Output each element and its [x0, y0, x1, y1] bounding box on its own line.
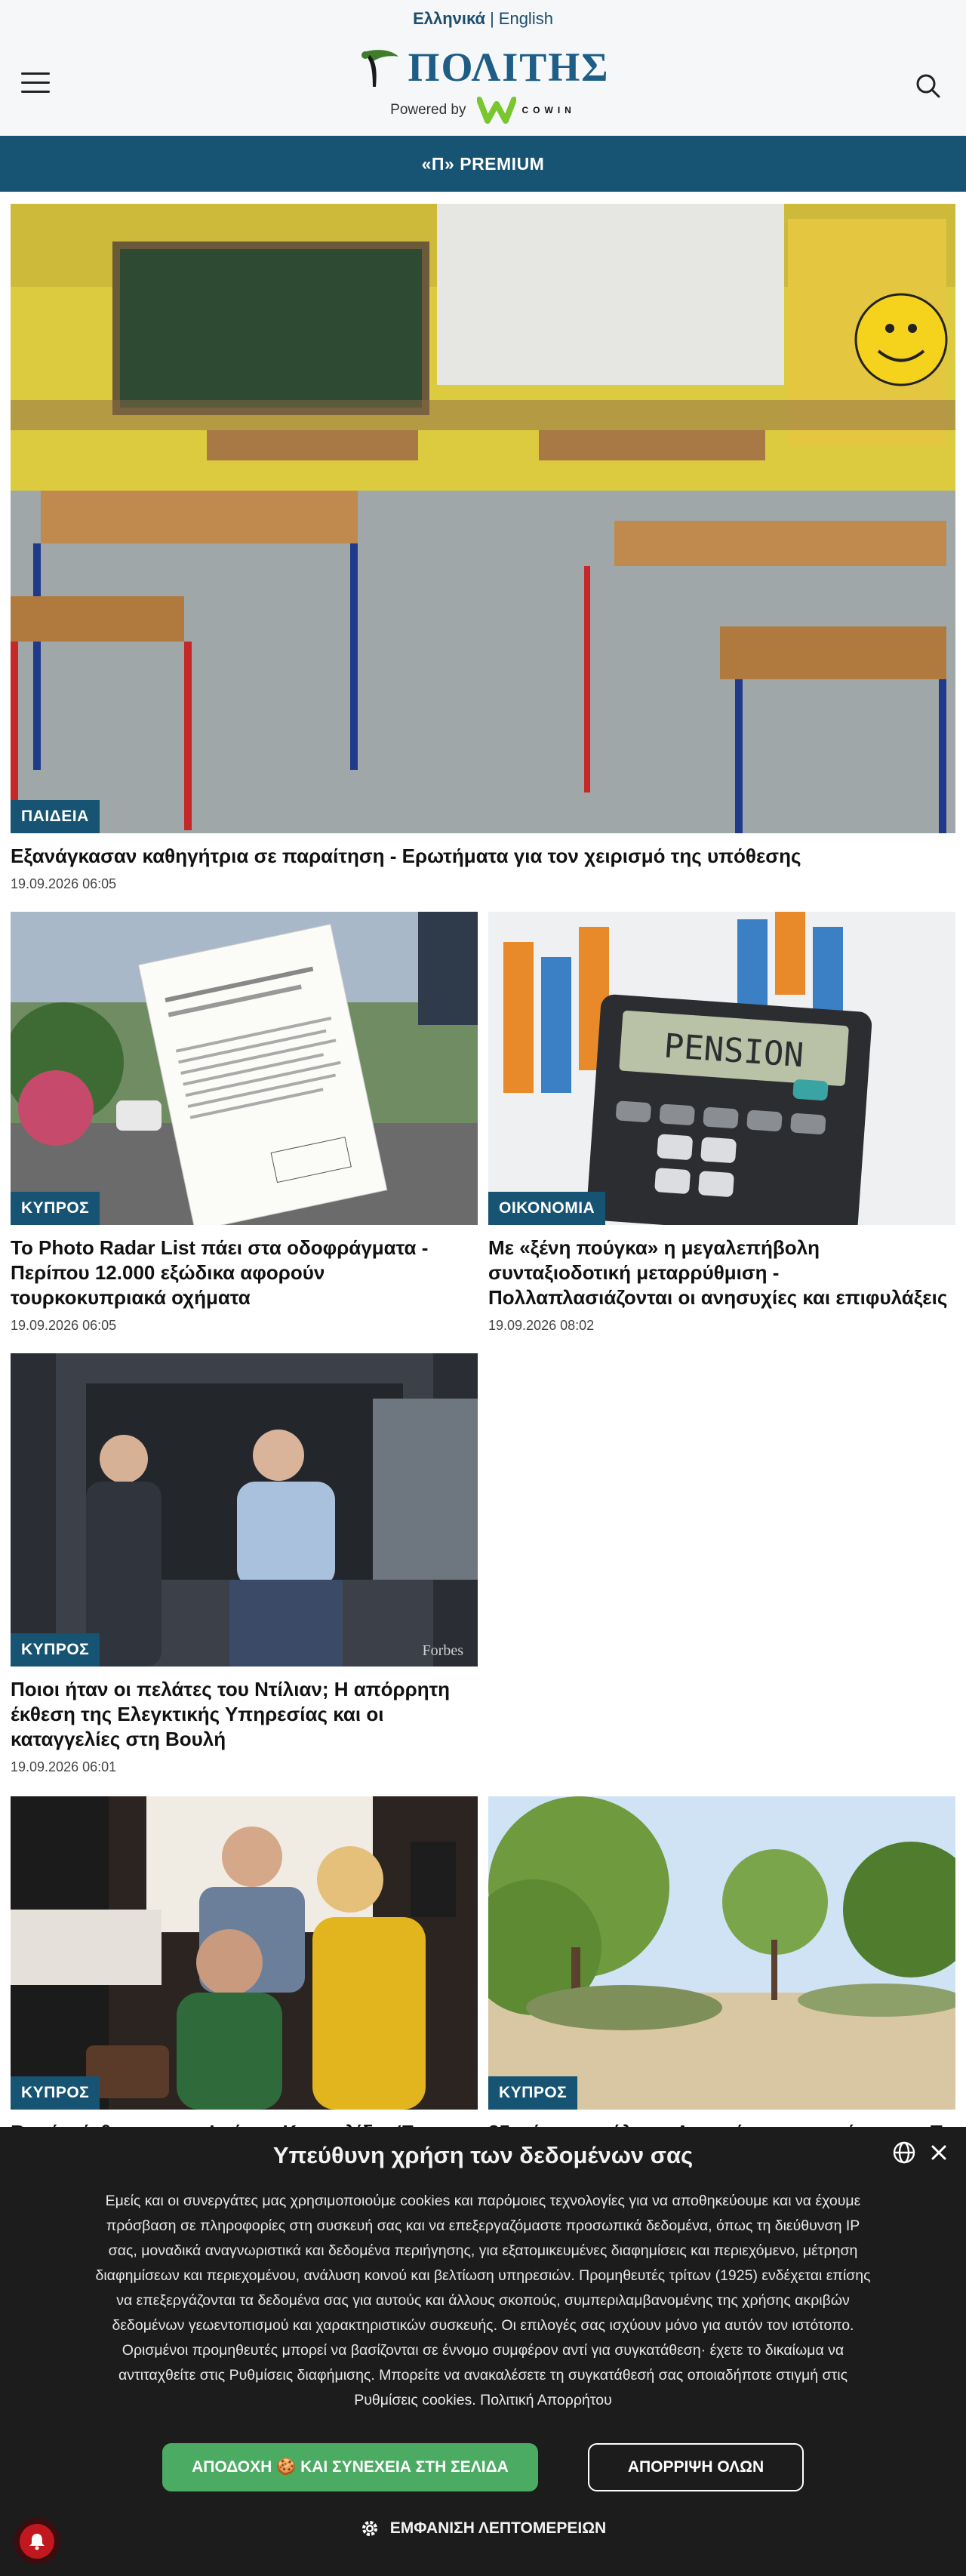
- category-badge[interactable]: ΟΙΚΟΝΟΜΙΑ: [488, 1192, 605, 1225]
- lang-greek-link[interactable]: Ελληνικά: [413, 9, 486, 28]
- cowin-logo[interactable]: [477, 95, 576, 125]
- article-title[interactable]: Εξανάγκασαν καθηγήτρια σε παραίτηση - Ερωτήματα για τον χειρισμό της υπόθεσης: [11, 845, 801, 867]
- cookie-title: Υπεύθυνη χρήση των δεδομένων σας: [272, 2142, 694, 2168]
- premium-nav-bar[interactable]: [0, 136, 966, 192]
- logo-text: ΠΟΛΙΤΗΣ: [408, 45, 610, 90]
- category-badge[interactable]: ΚΥΠΡΟΣ: [488, 2076, 577, 2110]
- calculator-screen-text: PENSION: [663, 1026, 805, 1076]
- article-row: [11, 1796, 955, 2145]
- notification-bell-button[interactable]: [14, 2518, 60, 2565]
- gear-icon: [360, 2519, 380, 2538]
- article-image[interactable]: [11, 1796, 478, 2110]
- article-card[interactable]: [11, 204, 955, 892]
- article-date: 19.09.2026 06:05: [11, 1318, 117, 1333]
- article-date: 19.09.2026 06:01: [11, 1759, 117, 1774]
- powered-by-label: Powered by: [390, 102, 466, 118]
- close-icon[interactable]: [930, 2144, 948, 2162]
- article-image[interactable]: [11, 1353, 478, 1667]
- language-switcher: [0, 9, 966, 29]
- article-row: [11, 912, 955, 1334]
- article-image[interactable]: [488, 912, 955, 1225]
- bell-icon: [27, 2531, 47, 2551]
- article-feed: [0, 204, 966, 2145]
- lang-english-link[interactable]: English: [498, 9, 553, 28]
- lang-separator: |: [490, 9, 494, 28]
- powered-by: [0, 95, 966, 125]
- article-title[interactable]: Με «ξένη πούγκα» η μεγαλεπήβολη συνταξιοδοτική μεταρρύθμιση - Πολλαπλασιάζονται οι ανησυχίες και επιφυλάξεις: [488, 1236, 948, 1309]
- family-photo: [11, 1796, 478, 2110]
- van-interior-photo: [11, 1353, 478, 1667]
- cookie-controls: [892, 2141, 948, 2165]
- article-image[interactable]: [11, 204, 955, 833]
- site-logo[interactable]: [0, 44, 966, 91]
- cowin-text: COWIN: [521, 105, 576, 115]
- cowin-w-icon: [477, 95, 516, 125]
- show-details-label: ΕΜΦΑΝΙΣΗ ΛΕΠΤΟΜΕΡΕΙΩΝ: [389, 2519, 607, 2537]
- article-card[interactable]: [488, 1796, 955, 2145]
- category-badge[interactable]: ΚΥΠΡΟΣ: [11, 1192, 100, 1225]
- reject-all-button[interactable]: ΑΠΟΡΡΙΨΗ ΟΛΩΝ: [588, 2443, 804, 2491]
- category-badge[interactable]: ΚΥΠΡΟΣ: [11, 1633, 100, 1667]
- calculator-photo: [488, 912, 955, 1225]
- accept-cookies-button[interactable]: ΑΠΟΔΟΧΗ 🍪 ΚΑΙ ΣΥΝΕΧΕΙΑ ΣΤΗ ΣΕΛΙΔΑ: [162, 2443, 538, 2491]
- search-icon[interactable]: [913, 71, 943, 101]
- category-badge[interactable]: ΠΑΙΔΕΙΑ: [11, 800, 100, 833]
- article-card[interactable]: [11, 912, 478, 1334]
- park-rendering-photo: [488, 1796, 955, 2110]
- document-photo: [11, 912, 478, 1225]
- article-date: 19.09.2026 08:02: [488, 1318, 595, 1333]
- article-row: [11, 1353, 955, 1775]
- forbes-watermark: Forbes: [422, 1642, 463, 1659]
- cookie-consent-banner: [0, 2127, 966, 2576]
- classroom-photo: [11, 204, 955, 833]
- article-card[interactable]: [11, 1353, 478, 1775]
- cookie-body-text: Εμείς και οι συνεργάτες μας χρησιμοποιούμε cookies και παρόμοιες τεχνολογίες για να αποθηκεύουμε και να έχουμε πρόσβαση σε πληροφορίες στη συσκευή σας και να επεξεργαζόμαστε προσωπικά δεδομένα, όπως τη διεύθυνση IP σας, μοναδικά αναγνωριστικά και δεδομένα περιήγησης, για εξατομικευμένες διαφημίσεις και περιεχόμενο, μέτρηση διαφημίσεων και περιεχομένου, ανάλυση κοινού και βελτίωση υπηρεσιών. Προμηθευτές τρίτων (1925) ενδέχεται επίσης να επεξεργάζονται τα δεδομένα σας για αυτούς και άλλους σκοπούς, συμπεριλαμβανομένης της χρήσης ακριβών δεδομένων γεωεντοπισμού και χαρακτηριστικών συσκευής. Οι επιλογές σας ισχύουν μόνο για αυτόν τον ιστότοπο. Ορισμένοι προμηθευτές μπορεί να βασίζονται σε έννομο συμφέρον αντί για συγκατάθεση· έχετε το δικαίωμα να αντιταχθείτε στις Ρυθμίσεις διαφήμισης. Μπορείτε να ανακαλέσετε τη συγκατάθεσή σας οποιαδήποτε στιγμή στις Ρυθμίσεις cookies. Πολιτική Απορρήτου: [95, 2193, 871, 2408]
- quill-logo-icon: [356, 46, 400, 88]
- article-card[interactable]: [11, 1796, 478, 2145]
- category-badge[interactable]: ΚΥΠΡΟΣ: [11, 2076, 100, 2110]
- article-card[interactable]: [488, 912, 955, 1334]
- language-globe-icon[interactable]: [892, 2141, 916, 2165]
- show-details-button[interactable]: [0, 2519, 966, 2538]
- article-date: 19.09.2026 06:05: [11, 876, 117, 891]
- site-header: [0, 0, 966, 136]
- premium-link[interactable]: «Π» PREMIUM: [421, 153, 545, 174]
- article-image[interactable]: [11, 912, 478, 1225]
- article-title[interactable]: Ποιοι ήταν οι πελάτες του Ντίλιαν; Η απόρρητη έκθεση της Ελεγκτικής Υπηρεσίας και οι καταγγελίες στη Βουλή: [11, 1678, 451, 1750]
- article-title[interactable]: Το Photo Radar List πάει στα οδοφράγματα - Περίπου 12.000 εξώδικα αφορούν τουρκοκυπριακά οχήματα: [11, 1236, 429, 1309]
- article-image[interactable]: [488, 1796, 955, 2110]
- cookie-buttons: [0, 2443, 966, 2491]
